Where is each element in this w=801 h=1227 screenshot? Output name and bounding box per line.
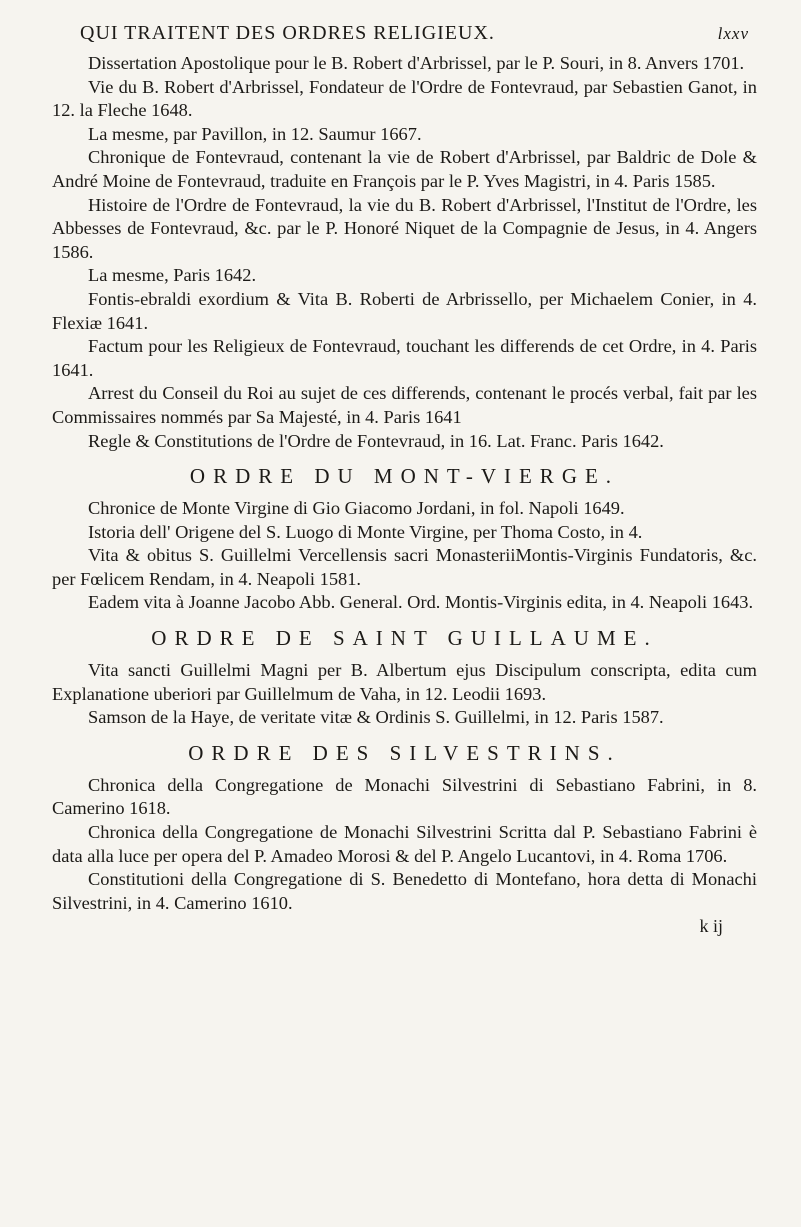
book-page <box>52 22 757 937</box>
bibliography-entry: Samson de la Haye, de veritate vitæ & Ordinis S. Guillelmi, in 12. Paris 1587. <box>88 707 664 728</box>
bibliography-entry: La mesme, Paris 1642. <box>88 265 257 286</box>
bibliography-entry: Vita & obitus S. Guillelmi Vercellensis sacri MonasteriiMontis-Virginis Fundatoris, &c. per Fœlicem Rendam, in 4. Neapoli 1581. <box>52 545 757 589</box>
signature-mark: k ij <box>699 916 723 937</box>
section-heading: ORDRE DU MONT-VIERGE. <box>189 464 620 489</box>
bibliography-entry: Factum pour les Religieux de Fontevraud, touchant les differends de cet Ordre, in 4. Paris 1641. <box>52 336 757 380</box>
section-silvestrins <box>52 740 757 916</box>
bibliography-entry: Chronica della Congregatione de Monachi Silvestrini Scritta dal P. Sebastiano Fabrini è data alla luce per opera del P. Amadeo Morosi & del P. Angelo Lucantovi, in 4. Roma 1706. <box>52 822 757 866</box>
section-heading: ORDRE DE SAINT GUILLAUME. <box>151 626 658 651</box>
running-head <box>80 22 757 52</box>
section-mont-vierge <box>52 463 757 615</box>
bibliography-entry: Constitutioni della Congregatione di S. Benedetto di Montefano, hora detta di Monachi Silvestrini, in 4. Camerino 1610. <box>52 869 757 913</box>
bibliography-entry: Chronice de Monte Virgine di Gio Giacomo Jordani, in fol. Napoli 1649. <box>88 498 625 519</box>
folio-number: lxxv <box>717 24 749 43</box>
bibliography-entry: Istoria dell' Origene del S. Luogo di Monte Virgine, per Thoma Costo, in 4. <box>88 521 643 542</box>
bibliography-entry: Vita sancti Guillelmi Magni per B. Albertum ejus Discipulum conscripta, edita cum Explanatione uberiori par Guillelmum de Vaha, in 12. Leodii 1693. <box>52 660 757 704</box>
section-saint-guillaume <box>52 625 757 730</box>
bibliography-entry: Dissertation Apostolique pour le B. Robert d'Arbrissel, par le P. Souri, in 8. Anvers 1701. <box>88 53 745 73</box>
bibliography-entry: Chronica della Congregatione de Monachi Silvestrini di Sebastiano Fabrini, in 8. Camerino 1618. <box>52 774 757 819</box>
section-heading: ORDRE DES SILVESTRINS. <box>188 740 621 765</box>
section-fontevraud <box>52 52 757 453</box>
bibliography-entry: La mesme, par Pavillon, in 12. Saumur 1667. <box>88 123 422 144</box>
bibliography-entry: Arrest du Conseil du Roi au sujet de ces differends, contenant le procés verbal, fait par les Commissaires nommés par Sa Majesté, in 4. Paris 1641 <box>52 383 757 427</box>
running-head-title: QUI TRAITENT DES ORDRES RELIGIEUX. <box>80 22 495 44</box>
bibliography-entry: Regle & Constitutions de l'Ordre de Fontevraud, in 16. Lat. Franc. Paris 1642. <box>88 430 664 451</box>
bibliography-entry: Fontis-ebraldi exordium & Vita B. Roberti de Arbrissello, per Michaelem Conier, in 4. Flexiæ 1641. <box>52 288 757 333</box>
bibliography-entry: Histoire de l'Ordre de Fontevraud, la vie du B. Robert d'Arbrissel, l'Institut de l'Ordre, les Abbesses de Fontevraud, &c. par le P. Honoré Niquet de la Compagnie de Jesus, in 4. Angers 1586. <box>52 194 757 262</box>
bibliography-entry: Chronique de Fontevraud, contenant la vie de Robert d'Arbrissel, par Baldric de Dole & André Moine de Fontevraud, traduite en François par le P. Yves Magistri, in 4. Paris 1585. <box>52 147 757 191</box>
bibliography-entry: Vie du B. Robert d'Arbrissel, Fondateur de l'Ordre de Fontevraud, par Sebastien Ganot, in 12. la Fleche 1648. <box>52 76 757 121</box>
bibliography-entry: Eadem vita à Joanne Jacobo Abb. General. Ord. Montis-Virginis edita, in 4. Neapoli 1643. <box>88 592 754 613</box>
